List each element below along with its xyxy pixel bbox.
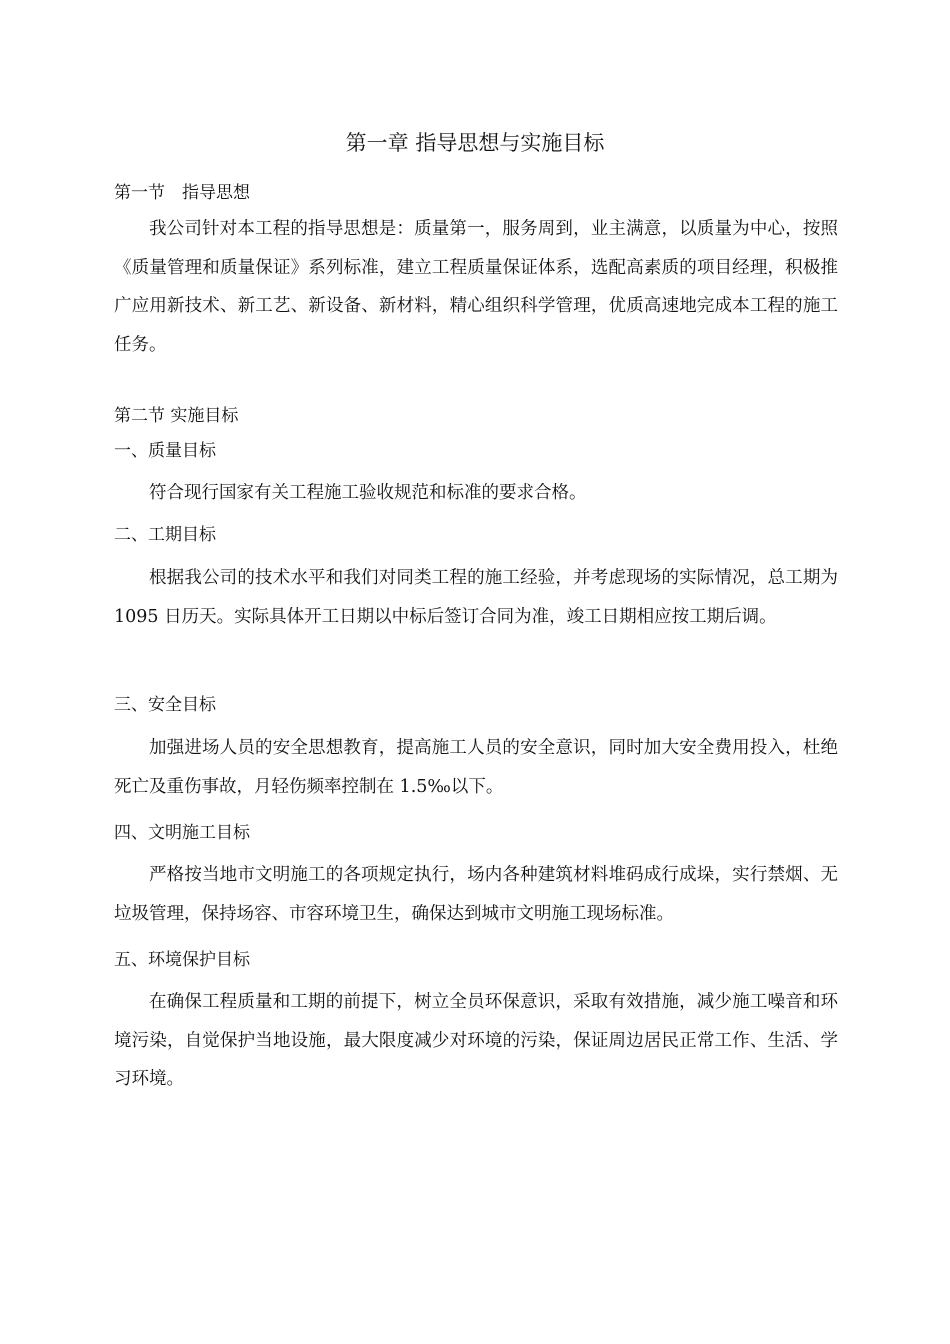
quality-goal-heading: 一、质量目标	[114, 441, 216, 461]
section1-heading: 第一节 指导思想	[114, 183, 250, 203]
environment-goal-heading: 五、环境保护目标	[114, 950, 250, 970]
environment-goal-paragraph: 在确保工程质量和工期的前提下，树立全员环保意识，采取有效措施，减少施工噪音和环境污染，自觉保护当地设施，最大限度减少对环境的污染，保证周边居民正常工作、生活、学习环境。	[114, 992, 838, 1090]
safety-goal-paragraph: 加强进场人员的安全思想教育，提高施工人员的安全意识，同时加大安全费用投入，杜绝死亡及重伤事故，月轻伤频率控制在 1.5‰以下。	[114, 738, 838, 797]
civilized-construction-goal-paragraph: 严格按当地市文明施工的各项规定执行，场内各种建筑材料堆码成行成垛，实行禁烟、无垃圾管理，保持场容、市容环境卫生，确保达到城市文明施工现场标准。	[114, 865, 838, 924]
section1-paragraph: 我公司针对本工程的指导思想是：质量第一，服务周到，业主满意，以质量为中心，按照《质量管理和质量保证》系列标准，建立工程质量保证体系，选配高素质的项目经理，积极推广应用新技术、新工艺、新设备、新材料，精心组织科学管理，优质高速地完成本工程的施工任务。	[114, 219, 838, 356]
schedule-goal-heading: 二、工期目标	[114, 525, 216, 545]
chapter-title: 第一章 指导思想与实施目标	[345, 131, 605, 155]
schedule-goal-paragraph: 根据我公司的技术水平和我们对同类工程的施工经验，并考虑现场的实际情况，总工期为 1095 日历天。实际具体开工日期以中标后签订合同为准，竣工日期相应按工期后调。	[114, 568, 838, 627]
quality-goal-paragraph: 符合现行国家有关工程施工验收规范和标准的要求合格。	[149, 483, 587, 503]
civilized-construction-goal-heading: 四、文明施工目标	[114, 823, 250, 843]
safety-goal-heading: 三、安全目标	[114, 695, 216, 715]
section2-heading: 第二节 实施目标	[114, 406, 239, 426]
